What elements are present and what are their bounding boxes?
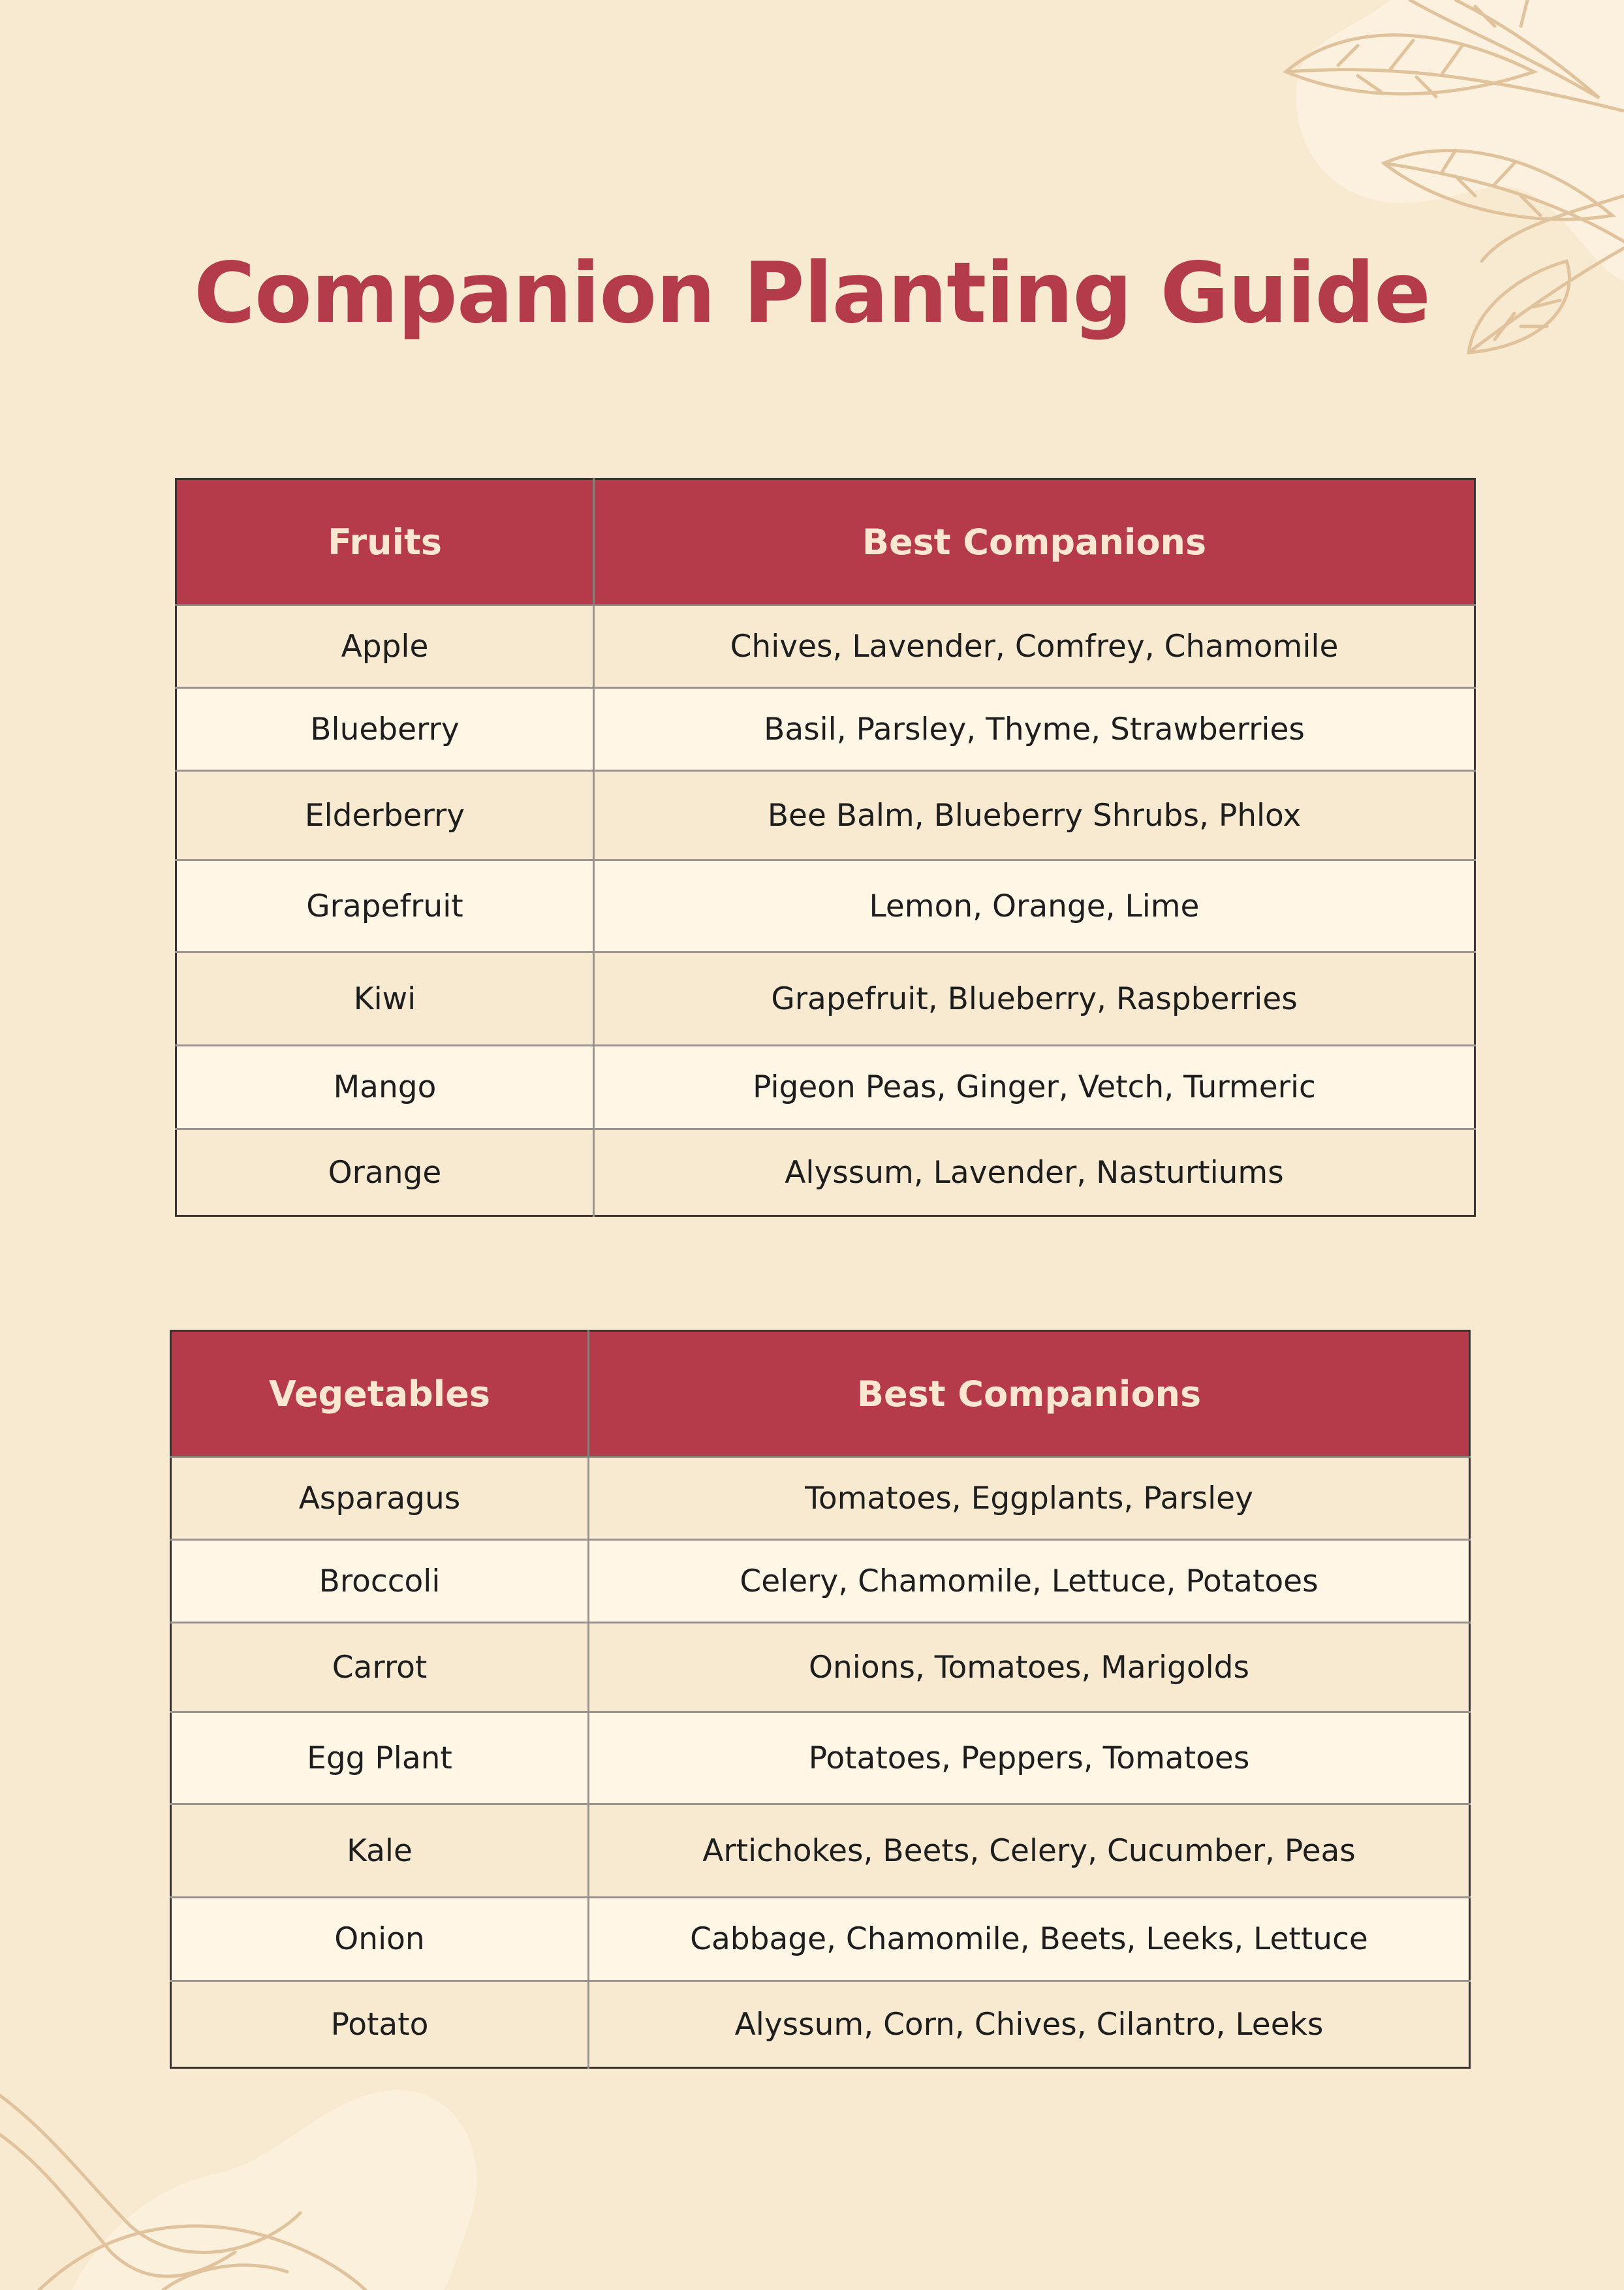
- swirl-decoration-icon: [0, 2056, 496, 2290]
- table-row: [171, 1540, 1470, 1623]
- table-row: [171, 1898, 1470, 1981]
- plant-name-cell: Blueberry: [176, 688, 594, 771]
- table-row: [176, 605, 1475, 688]
- companions-cell: Onions, Tomatoes, Marigolds: [589, 1623, 1470, 1712]
- column-header-best-companions: Best Companions: [589, 1331, 1470, 1457]
- plant-name-cell: Mango: [176, 1046, 594, 1129]
- companions-cell: Grapefruit, Blueberry, Raspberries: [594, 952, 1475, 1046]
- companions-cell: Tomatoes, Eggplants, Parsley: [589, 1457, 1470, 1540]
- companions-cell: Alyssum, Corn, Chives, Cilantro, Leeks: [589, 1981, 1470, 2068]
- plant-name-cell: Kale: [171, 1804, 589, 1898]
- companions-cell: Artichokes, Beets, Celery, Cucumber, Peas: [589, 1804, 1470, 1898]
- companions-cell: Cabbage, Chamomile, Beets, Leeks, Lettuce: [589, 1898, 1470, 1981]
- plant-name-cell: Asparagus: [171, 1457, 589, 1540]
- companions-cell: Bee Balm, Blueberry Shrubs, Phlox: [594, 771, 1475, 860]
- column-header-vegetables: Vegetables: [171, 1331, 589, 1457]
- table-row: [176, 688, 1475, 771]
- companions-cell: Celery, Chamomile, Lettuce, Potatoes: [589, 1540, 1470, 1623]
- fruits-table: [175, 478, 1474, 1217]
- table-row: [171, 1804, 1470, 1898]
- plant-name-cell: Carrot: [171, 1623, 589, 1712]
- page-title: Companion Planting Guide: [194, 245, 1430, 342]
- companions-cell: Lemon, Orange, Lime: [594, 860, 1475, 952]
- plant-name-cell: Broccoli: [171, 1540, 589, 1623]
- plant-name-cell: Potato: [171, 1981, 589, 2068]
- companions-cell: Basil, Parsley, Thyme, Strawberries: [594, 688, 1475, 771]
- table-row: [176, 860, 1475, 952]
- table-header-row: [171, 1331, 1470, 1457]
- companions-cell: Chives, Lavender, Comfrey, Chamomile: [594, 605, 1475, 688]
- plant-name-cell: Egg Plant: [171, 1712, 589, 1804]
- vegetables-table: [170, 1330, 1469, 2069]
- table-header-row: [176, 479, 1475, 605]
- plant-name-cell: Onion: [171, 1898, 589, 1981]
- companions-cell: Alyssum, Lavender, Nasturtiums: [594, 1129, 1475, 1216]
- plant-name-cell: Apple: [176, 605, 594, 688]
- companions-cell: Pigeon Peas, Ginger, Vetch, Turmeric: [594, 1046, 1475, 1129]
- table-row: [176, 952, 1475, 1046]
- column-header-fruits: Fruits: [176, 479, 594, 605]
- plant-name-cell: Grapefruit: [176, 860, 594, 952]
- plant-name-cell: Kiwi: [176, 952, 594, 1046]
- column-header-best-companions: Best Companions: [594, 479, 1475, 605]
- table-row: [176, 1046, 1475, 1129]
- table-row: [171, 1981, 1470, 2068]
- plant-name-cell: Orange: [176, 1129, 594, 1216]
- plant-name-cell: Elderberry: [176, 771, 594, 860]
- table-row: [176, 771, 1475, 860]
- companions-cell: Potatoes, Peppers, Tomatoes: [589, 1712, 1470, 1804]
- table-row: [171, 1457, 1470, 1540]
- table-row: [171, 1623, 1470, 1712]
- table-row: [171, 1712, 1470, 1804]
- table-row: [176, 1129, 1475, 1216]
